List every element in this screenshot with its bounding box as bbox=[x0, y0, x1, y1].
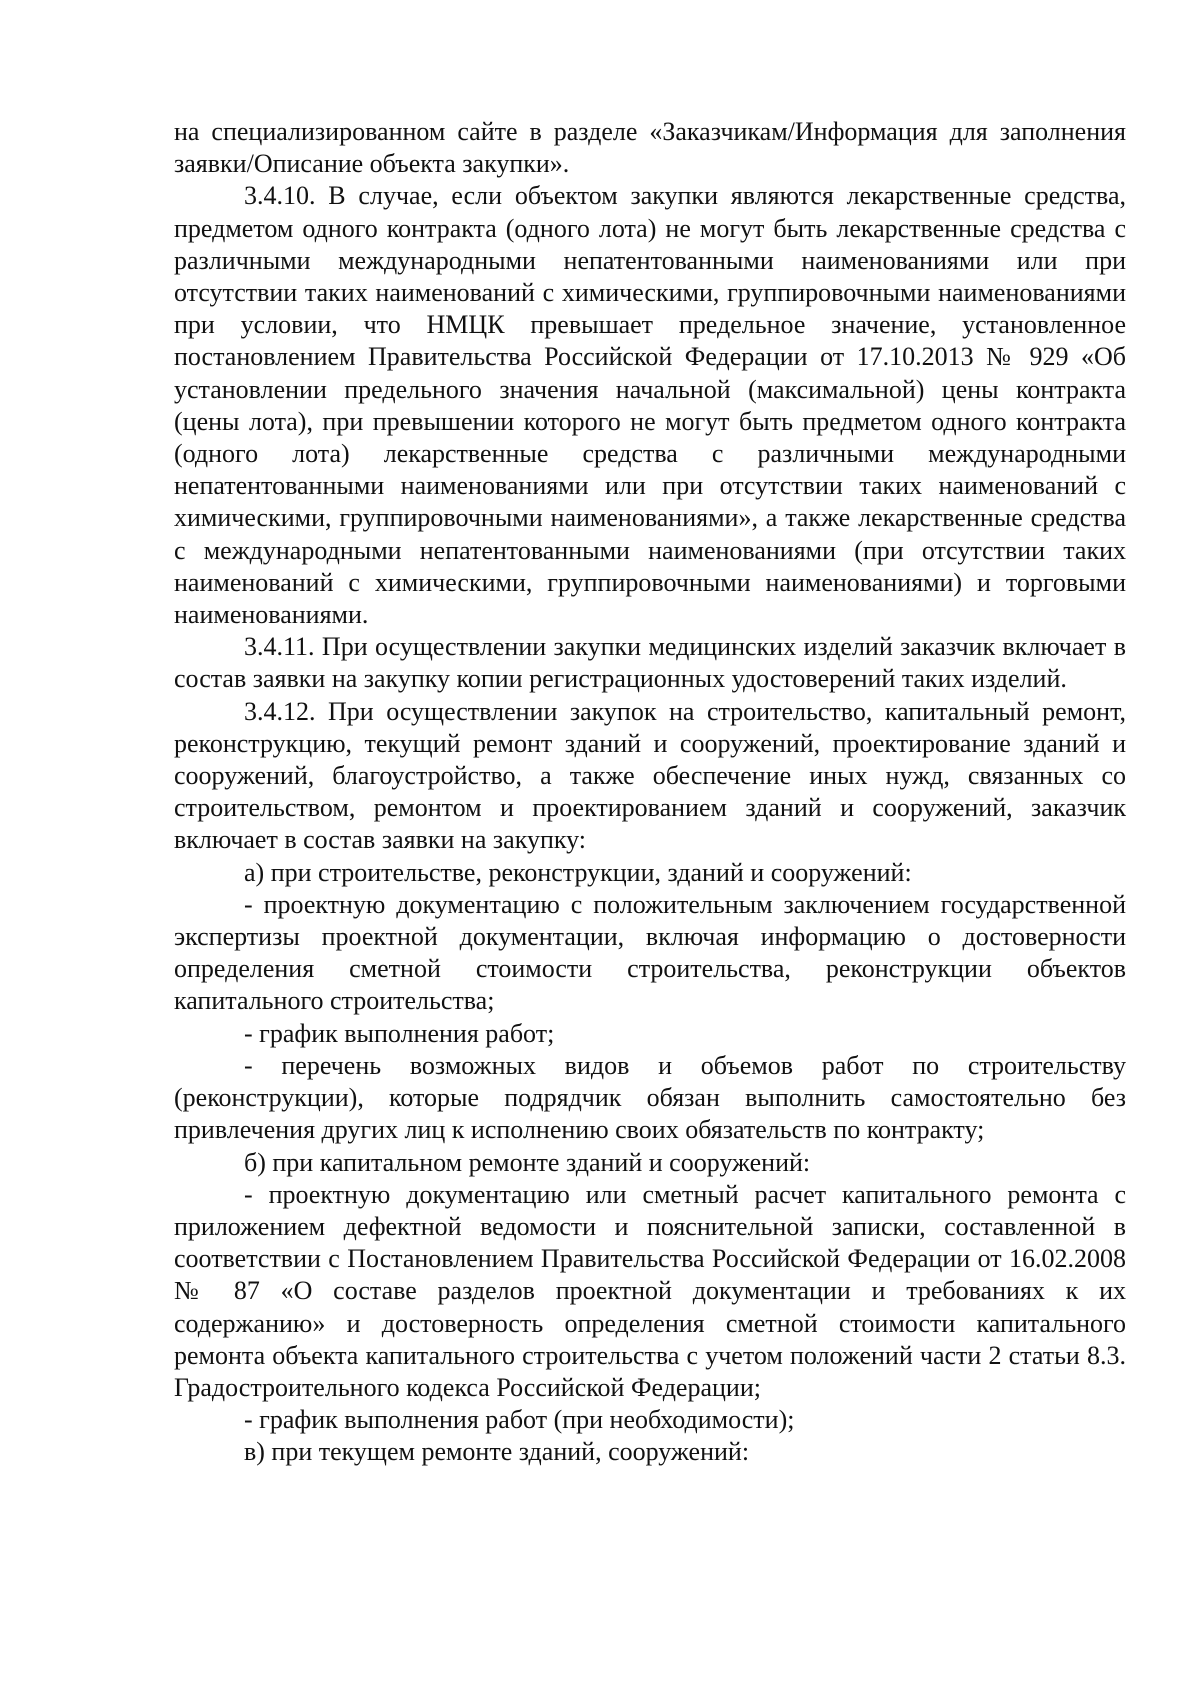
list-item: - проектную документацию с положительным заключением государственной экспертизы проектной документации, включая информацию о достоверности определения сметной стоимости строительства, реконструкции объектов капитального строительства; bbox=[174, 889, 1126, 1016]
subitem-b: б) при капитальном ремонте зданий и сооружений: bbox=[244, 1147, 811, 1177]
paragraph-3-4-12: 3.4.12. При осуществлении закупок на строительство, капитальный ремонт, реконструкцию, текущий ремонт зданий и сооружений, проектирование зданий и сооружений, благоустройство, а также обеспечение иных нужд, связанных со строительством, ремонтом и проектированием зданий и сооружений, заказчик включает в состав заявки на закупку: bbox=[174, 696, 1126, 855]
paragraph-3-4-11: 3.4.11. При осуществлении закупки медицинских изделий заказчик включает в состав заявки на закупку копии регистрационных удостоверений таких изделий. bbox=[174, 632, 1126, 694]
list-item: - график выполнения работ (при необходимости); bbox=[244, 1405, 795, 1435]
paragraph-continuation: на специализированном сайте в разделе «Заказчикам/Информация для заполнения заявки/Описание объекта закупки». bbox=[174, 117, 1126, 179]
subitem-v: в) при текущем ремонте зданий, сооружений: bbox=[244, 1437, 750, 1467]
list-item: - проектную документацию или сметный расчет капитального ремонта с приложением дефектной ведомости и пояснительной записки, составленной в соответствии с Постановлением Правительства Российской Федерации от 16.02.2008 № 87 «О составе разделов проектной документации и требованиях к их содержанию» и достоверность определения сметной стоимости капитального ремонта объекта капитального строительства с учетом положений части 2 статьи 8.3. Градостроительного кодекса Российской Федерации; bbox=[174, 1179, 1126, 1402]
list-item: - перечень возможных видов и объемов работ по строительству (реконструкции), которые подрядчик обязан выполнить самостоятельно без привлечения других лиц к исполнению своих обязательств по контракту; bbox=[174, 1050, 1126, 1145]
document-body bbox=[174, 116, 1126, 1469]
subitem-a: а) при строительстве, реконструкции, зданий и сооружений: bbox=[244, 857, 912, 887]
list-item: - график выполнения работ; bbox=[244, 1018, 555, 1048]
paragraph-3-4-10: 3.4.10. В случае, если объектом закупки являются лекарственные средства, предметом одного контракта (одного лота) не могут быть лекарственные средства с различными международными непатентованными наименованиями или при отсутствии таких наименований с химическими, группировочными наименованиями при условии, что НМЦК превышает предельное значение, установленное постановлением Правительства Российской Федерации от 17.10.2013 № 929 «Об установлении предельного значения начальной (максимальной) цены контракта (цены лота), при превышении которого не могут быть предметом одного контракта (одного лота) лекарственные средства с различными международными непатентованными наименованиями или при отсутствии таких наименований с химическими, группировочными наименованиями», а также лекарственные средства с международными непатентованными наименованиями (при отсутствии таких наименований с химическими, группировочными наименованиями) и торговыми наименованиями. bbox=[174, 181, 1126, 630]
